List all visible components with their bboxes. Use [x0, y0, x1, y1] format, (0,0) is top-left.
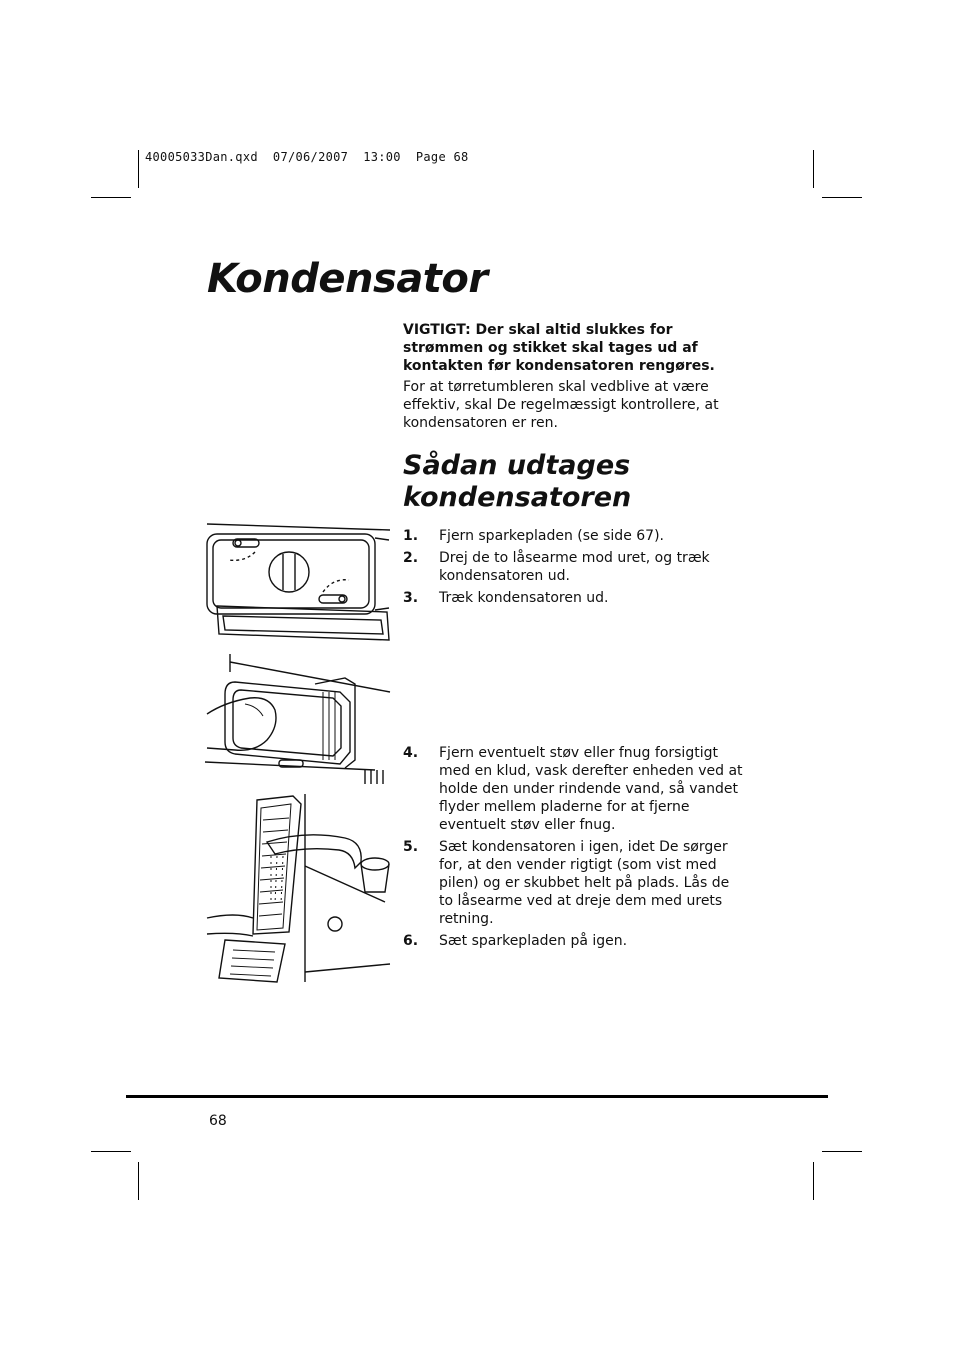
step-text: Sæt sparkepladen på igen. — [439, 933, 628, 949]
warning-text: VIGTIGT: Der skal altid slukkes for strømmen og stikket skal tages ud af kontakten før kondensatoren rengøres. — [403, 322, 715, 374]
step-number: 6. — [403, 933, 419, 949]
step-text: Træk kondensatoren ud. — [439, 590, 609, 606]
step-number: 5. — [403, 839, 419, 855]
step-item — [403, 527, 743, 545]
section-subtitle: Sådan udtages kondensatoren — [403, 450, 632, 513]
step-item — [403, 744, 743, 834]
step-text: Fjern sparkepladen (se side 67). — [439, 528, 664, 544]
intro-text: For at tørretumbleren skal vedblive at være effektiv, skal De regelmæssigt kontrollere, at kondensatoren er ren. — [403, 379, 719, 431]
print-slug: 40005033Dan.qxd 07/06/2007 13:00 Page 68 — [145, 150, 469, 164]
step-item — [403, 589, 743, 607]
condenser-removal-illustration — [205, 652, 395, 787]
page-number: 68 — [209, 1113, 227, 1129]
page-title: Kondensator — [207, 256, 488, 302]
step-number: 3. — [403, 590, 419, 606]
footer-rule — [126, 1095, 828, 1098]
steps-list-cleaning — [403, 744, 743, 954]
step-item — [403, 838, 743, 928]
condenser-washing-illustration — [205, 792, 395, 982]
step-number: 2. — [403, 550, 419, 566]
step-text: Fjern eventuelt støv eller fnug forsigtigt med en klud, vask derefter enheden ved at holde den under rindende vand, så vandet flyder mellem pladerne for at fjerne eventuelt støv eller fnug. — [439, 745, 743, 833]
step-number: 1. — [403, 528, 419, 544]
condenser-cover-illustration — [205, 522, 395, 642]
step-item — [403, 932, 743, 950]
step-item — [403, 549, 743, 585]
step-number: 4. — [403, 745, 419, 761]
steps-list-removal — [403, 527, 743, 611]
step-text: Drej de to låsearme mod uret, og træk kondensatoren ud. — [439, 550, 710, 584]
step-text: Sæt kondensatoren i igen, idet De sørger for, at den vender rigtigt (som vist med pilen) og er skubbet helt på plads. Lås de to låsearme ved at dreje dem med urets retning. — [439, 839, 730, 927]
